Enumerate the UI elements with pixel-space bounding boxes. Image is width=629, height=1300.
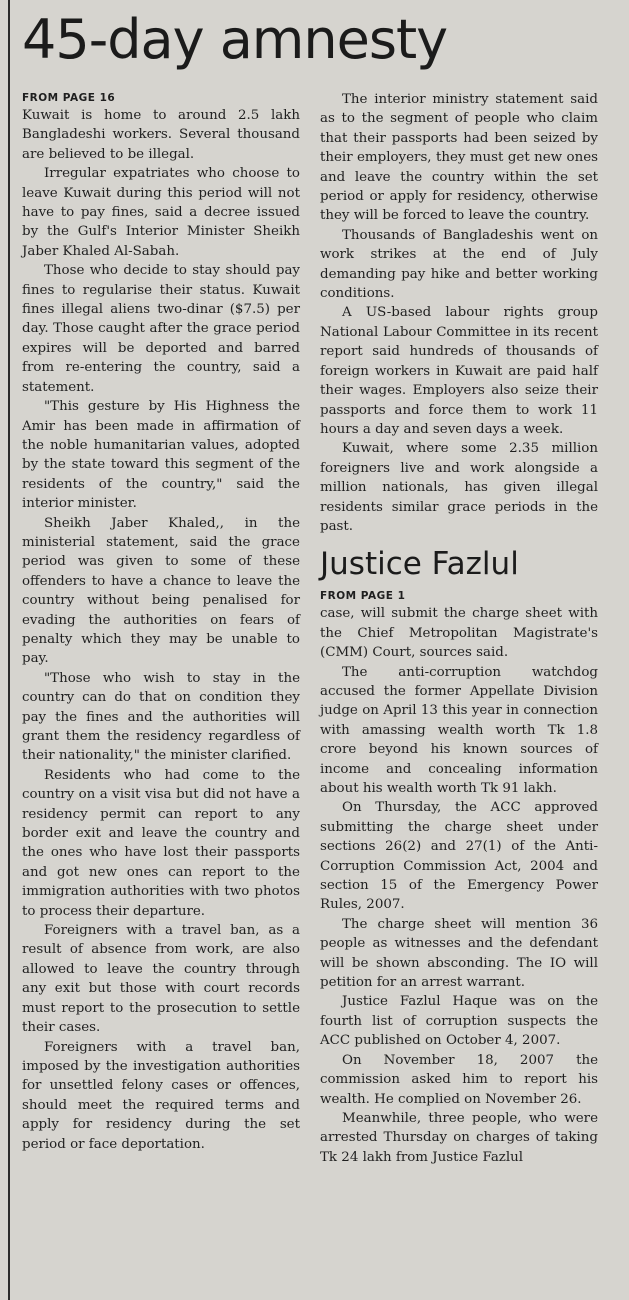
paragraph: Those who decide to stay should pay fines to regularise their status. Kuwait fines illegal aliens two-dinar ($7.5) per day. Those caught after the grace period expires will be deported and barred from re-entering the country, said a statement. <box>22 263 300 395</box>
paragraph: Sheikh Jaber Khaled,, in the ministerial statement, said the grace period was given to some of these offenders to have a chance to leave the country without being penalised for evading the authorities on fears of penalty which they may be unable to pay. <box>22 515 300 667</box>
article-column-right <box>320 90 598 1167</box>
paragraph: "Those who wish to stay in the country can do that on condition they pay the fines and the authorities will grant them the residency regardless of their nationality," the minister clarified. <box>22 670 300 764</box>
paragraph: On November 18, 2007 the commission asked him to report his wealth. He complied on November 26. <box>320 1052 598 1107</box>
article-column-left <box>22 90 300 1154</box>
paragraph: A US-based labour rights group National Labour Committee in its recent report said hundreds of thousands of foreign workers in Kuwait are paid half their wages. Employers also seize their passports and force them to work 11 hours a day and seven days a week. <box>320 305 598 437</box>
paragraph: Thousands of Bangladeshis went on work strikes at the end of July demanding pay hike and better working conditions. <box>320 227 598 302</box>
paragraph: The interior ministry statement said as to the segment of people who claim that their passports had been seized by their employers, they must get new ones and leave the country within the set period or apply for residency, otherwise they will be forced to leave the country. <box>320 92 598 224</box>
column-rule <box>8 0 10 1300</box>
paragraph: The charge sheet will mention 36 people as witnesses and the defendant will be shown absconding. The IO will petition for an arrest warrant. <box>320 916 598 991</box>
paragraph: Foreigners with a travel ban, as a result of absence from work, are also allowed to leave the country through any exit but those with court records must report to the prosecution to settle their cases. <box>22 923 300 1036</box>
paragraph: Foreigners with a travel ban, imposed by the investigation authorities for unsettled felony cases or offences, should meet the required terms and apply for residency during the set period or face deportation. <box>22 1039 300 1152</box>
paragraph: Meanwhile, three people, who were arrested Thursday on charges of taking Tk 24 lakh from Justice Fazlul <box>320 1110 598 1165</box>
kicker-from-page-16: FROM PAGE 16 <box>22 92 116 104</box>
paragraph: "This gesture by His Highness the Amir has been made in affirmation of the noble humanitarian values, adopted by the state toward this segment of the residents of the country," said the interior minister. <box>22 399 300 512</box>
paragraph: On Thursday, the ACC approved submitting the charge sheet under sections 26(2) and 27(1) of the Anti-Corruption Commission Act, 2004 and section 15 of the Emergency Power Rules, 2007. <box>320 800 598 913</box>
paragraph: Justice Fazlul Haque was on the fourth list of corruption suspects the ACC published on October 4, 2007. <box>320 994 598 1049</box>
paragraph: Kuwait is home to around 2.5 lakh Bangladeshi workers. Several thousand are believed to be illegal. <box>22 108 300 162</box>
kicker-from-page-1: FROM PAGE 1 <box>320 590 406 603</box>
headline-justice-fazlul: Justice Fazlul <box>320 546 519 583</box>
paragraph: Kuwait, where some 2.35 million foreigners live and work alongside a million nationals, has given illegal residents similar grace periods in the past. <box>320 441 598 534</box>
paragraph: Residents who had come to the country on a visit visa but did not have a residency permit can report to any border exit and leave the country and the ones who have lost their passports and got new ones can report to the immigration authorities with two photos to process their departure. <box>22 767 300 919</box>
paragraph: case, will submit the charge sheet with the Chief Metropolitan Magistrate's (CMM) Court, sources said. <box>320 606 598 661</box>
paragraph: The anti-corruption watchdog accused the former Appellate Division judge on April 13 this year in connection with amassing wealth worth Tk 1.8 crore beyond his known sources of income and concealing information about his wealth worth Tk 91 lakh. <box>320 664 598 796</box>
paragraph: Irregular expatriates who choose to leave Kuwait during this period will not have to pay fines, said a decree issued by the Gulf's Interior Minister Sheikh Jaber Khaled Al-Sabah. <box>22 166 300 259</box>
headline-amnesty: 45-day amnesty <box>22 8 448 71</box>
